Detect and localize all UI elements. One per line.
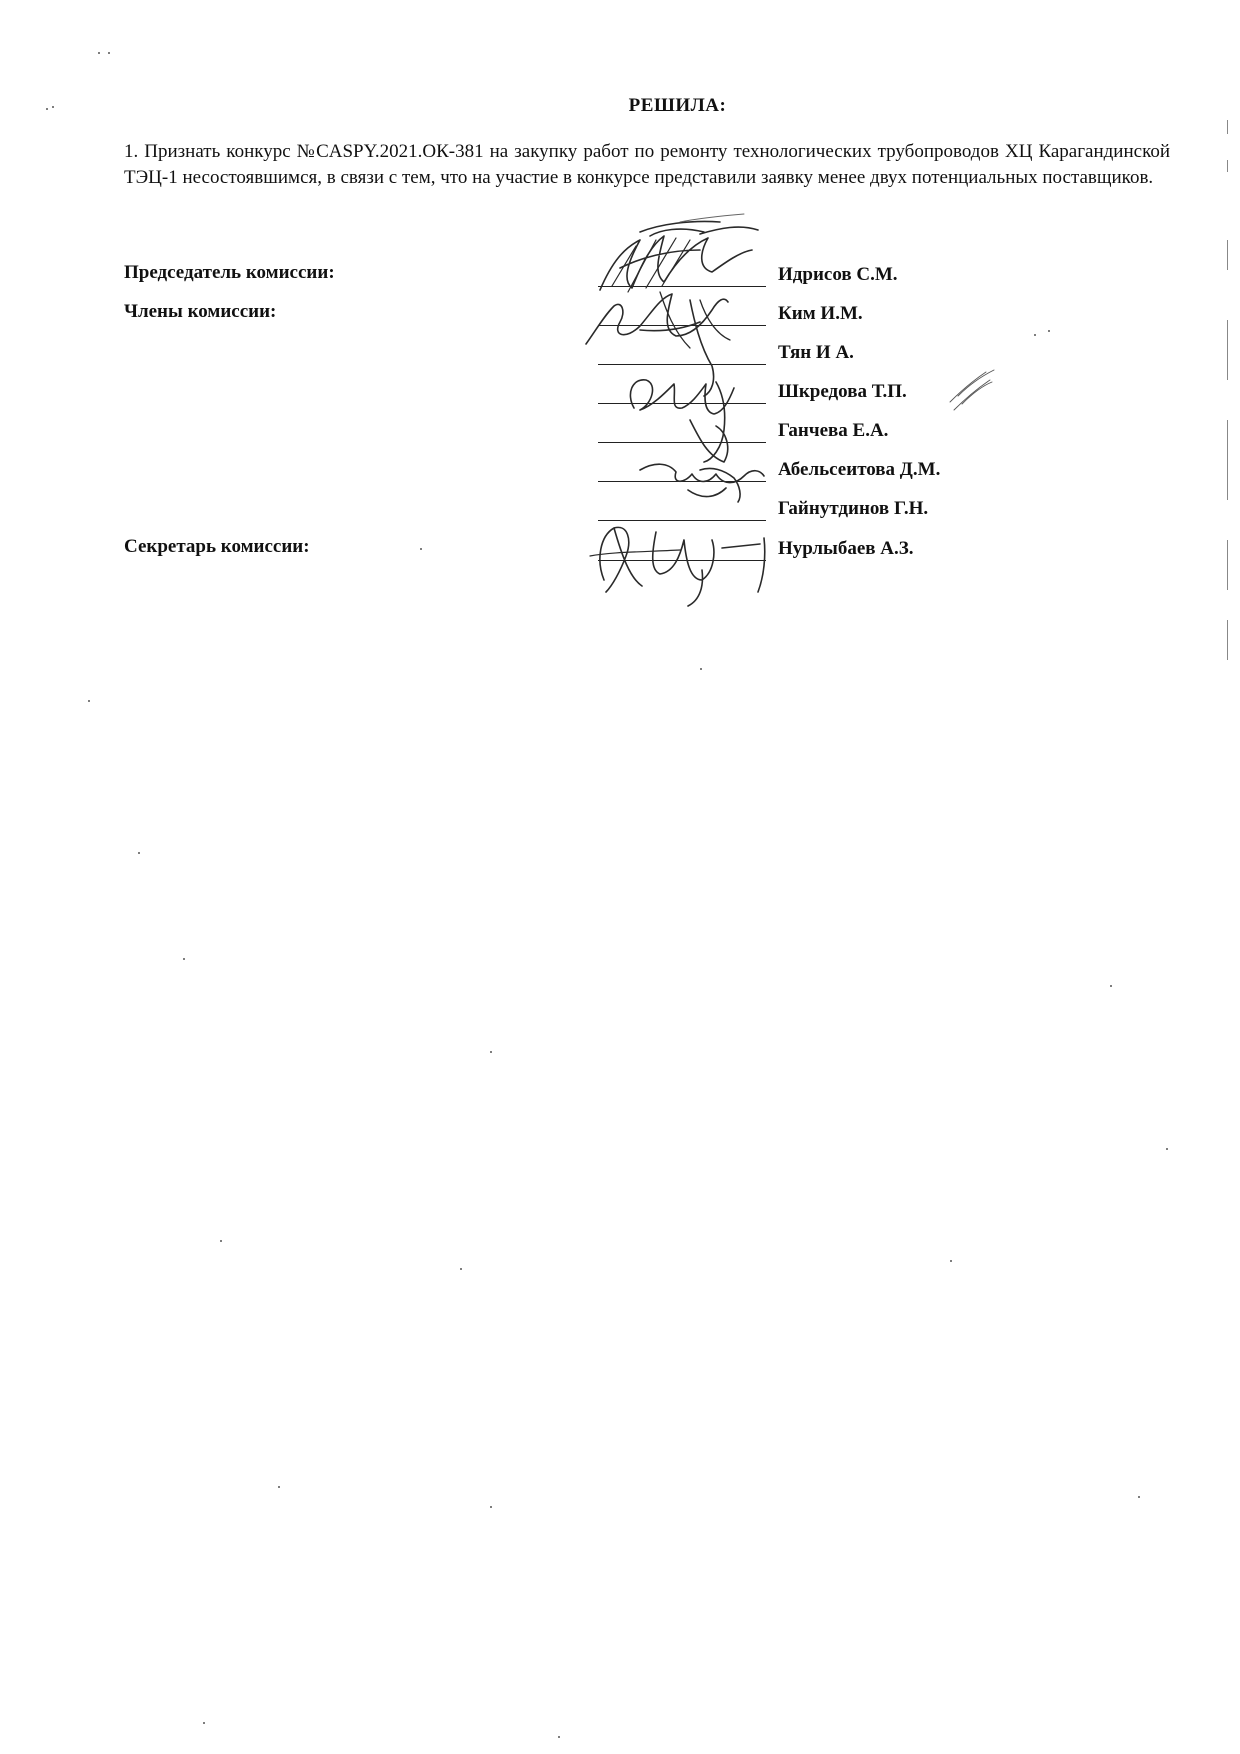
scan-speck xyxy=(278,1486,280,1488)
scan-speck xyxy=(1034,334,1036,336)
scan-speck xyxy=(1110,985,1112,987)
scan-speck xyxy=(88,700,90,702)
signature-line xyxy=(598,560,766,561)
signature-line xyxy=(598,286,766,287)
scan-speck xyxy=(46,108,48,110)
signature-line xyxy=(598,325,766,326)
scan-speck xyxy=(52,106,54,108)
scan-speck xyxy=(700,668,702,670)
scan-speck xyxy=(558,1736,560,1738)
scan-speck xyxy=(220,1240,222,1242)
signatory-name: Ким И.М. xyxy=(778,303,863,324)
signature-line xyxy=(598,403,766,404)
scan-speck xyxy=(1138,1496,1140,1498)
signature-line xyxy=(598,481,766,482)
scan-speck xyxy=(203,1722,205,1724)
signatory-name: Гайнутдинов Г.Н. xyxy=(778,498,929,519)
scan-speck xyxy=(1048,330,1050,332)
signatory-name: Абельсеитова Д.М. xyxy=(778,459,941,480)
scan-speck xyxy=(490,1506,492,1508)
signature-row xyxy=(598,262,1198,292)
signature-line xyxy=(598,442,766,443)
scan-speck xyxy=(98,52,100,54)
scan-speck xyxy=(460,1268,462,1270)
scan-speck xyxy=(490,1051,492,1053)
signature-line xyxy=(598,364,766,365)
members-label: Члены комиссии: xyxy=(124,301,277,322)
signature-line xyxy=(598,520,766,521)
signature-row xyxy=(598,301,1198,331)
signature-row xyxy=(598,418,1198,448)
chairman-label: Председатель комиссии: xyxy=(124,262,335,283)
signatory-name: Ганчева Е.А. xyxy=(778,420,889,441)
scan-speck xyxy=(183,958,185,960)
scan-edge-marks xyxy=(1226,120,1229,680)
signatory-name: Нурлыбаев А.З. xyxy=(778,538,914,559)
scan-speck xyxy=(138,852,140,854)
scan-speck xyxy=(108,52,110,54)
scan-speck xyxy=(1166,1148,1168,1150)
signature-row xyxy=(598,379,1198,409)
signatory-name: Идрисов С.М. xyxy=(778,264,898,285)
signature-row xyxy=(598,457,1198,487)
signature-row xyxy=(598,496,1198,526)
decision-heading: РЕШИЛА: xyxy=(628,95,727,116)
signatory-name: Шкредова Т.П. xyxy=(778,381,907,402)
decision-paragraph: 1. Признать конкурс №CASPY.2021.ОК-381 на закупку работ по ремонту технологических трубопроводов ХЦ Карагандинской ТЭЦ-1 несостоявшимся, в связи с тем, что на участие в конкурсе представили заявку менее двух потенциальных поставщиков. xyxy=(124,141,1170,188)
signatory-name: Тян И А. xyxy=(778,342,854,363)
scan-speck xyxy=(420,548,422,550)
signature-row xyxy=(598,536,1198,566)
secretary-label: Секретарь комиссии: xyxy=(124,536,310,557)
scan-speck xyxy=(950,1260,952,1262)
signature-row xyxy=(598,340,1198,370)
